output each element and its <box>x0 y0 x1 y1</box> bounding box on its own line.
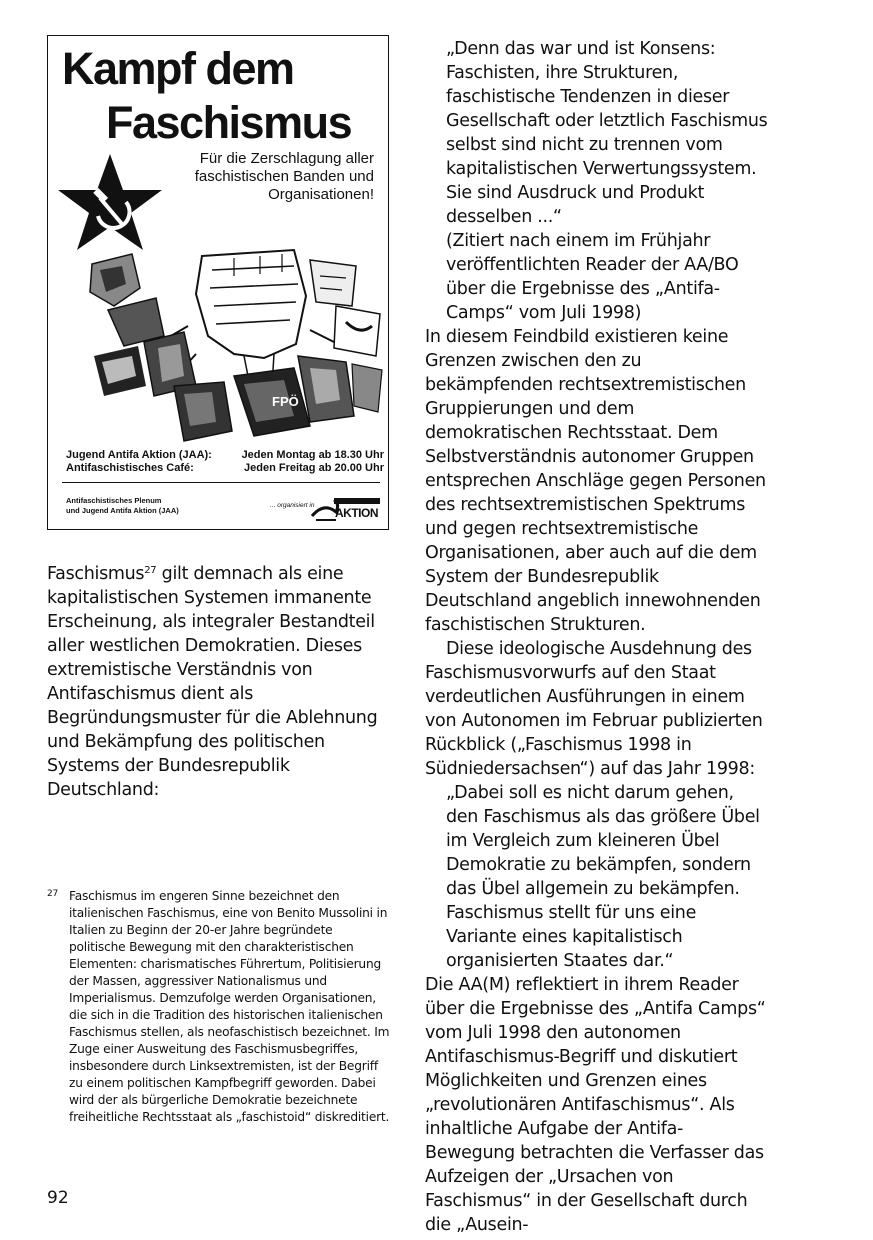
poster-footer <box>66 496 179 516</box>
poster-footer-line2: und Jugend Antifa Aktion (JAA) <box>66 506 179 515</box>
body-paragraph <box>47 562 392 802</box>
poster-schedule <box>66 449 384 475</box>
footnote-number: 27 <box>47 889 59 899</box>
footnote <box>47 888 392 1126</box>
poster-subtitle: Für die Zerschlagung aller faschistischen Banden und Organisationen! <box>194 150 374 203</box>
body-paragraph: Die AA(M) reflektiert in ihrem Reader über die Ergebnisse des „Antifa Camps“ vom Juli 1998 den autonomen Antifaschismus-Begriff und diskutiert Möglichkeiten und Grenzen eines „revolutionären Antifaschismus“. Als inhaltliche Aufgabe der Antifa-Bewegung betrachten die Verfasser das Aufzeigen der „Ursachen von Faschismus“ in der Gesellschaft durch die „Ausein- <box>425 975 766 1235</box>
body-paragraph: In diesem Feindbild existieren keine Grenzen zwischen den zu bekämpfenden rechtsextremistischen Gruppierungen und dem demokratischen Rechtsstaat. Dem Selbstverständnis autonomer Gruppen entsprechen Anschläge gegen Personen des rechtsextremistischen Spektrums und gegen rechtsextremistische Organisationen, aber auch auf die dem System der Bundesrepublik Deutschland angeblich innewohnenden faschistischen Strukturen. <box>425 327 766 635</box>
schedule-group: Jugend Antifa Aktion (JAA): <box>66 449 212 461</box>
schedule-time: Jeden Freitag ab 20.00 Uhr <box>244 462 384 474</box>
left-column-text <box>47 562 392 802</box>
body-text: Faschismus <box>47 564 145 584</box>
fist-smashing-illustration <box>84 236 384 451</box>
schedule-row <box>66 462 384 475</box>
schedule-group: Antifaschistisches Café: <box>66 462 194 474</box>
svg-text:FPÖ: FPÖ <box>272 394 299 409</box>
body-paragraph: Diese ideologische Ausdehnung des Faschismusvorwurfs auf den Staat verdeutlichen Ausführungen in einem von Autonomen im Februar publizierten Rückblick („Faschismus 1998 in Südniedersachsen“) auf das Jahr 1998: <box>425 639 763 779</box>
body-text: gilt demnach als eine kapitalistischen Systemen immanente Erscheinung, als integraler Bestandteil aller westlichen Demokratien. Dieses extremistische Verständnis von Antifaschismus dient als Begründungsmuster für die Ablehnung und Bekämpfung des politischen Systems der Bundesrepublik Deutschland: <box>47 564 378 800</box>
poster-organised-in: ... organisiert in <box>270 502 315 509</box>
poster-divider <box>62 482 380 483</box>
page-number: 92 <box>47 1188 69 1208</box>
footnote-reference: 27 <box>144 565 157 576</box>
poster-logo-text: AKTION <box>335 506 378 520</box>
poster-title-line2: Faschismus <box>106 97 352 148</box>
poster-title-line1: Kampf dem <box>62 43 294 94</box>
schedule-row <box>66 449 384 462</box>
schedule-time: Jeden Montag ab 18.30 Uhr <box>241 449 384 461</box>
right-column-text <box>425 37 770 1237</box>
poster-figure <box>47 35 389 530</box>
quote-source: (Zitiert nach einem im Frühjahr veröffentlichten Reader der AA/BO über die Ergebnisse des „Antifa-Camps“ vom Juli 1998) <box>446 231 739 323</box>
footnote-text: Faschismus im engeren Sinne bezeichnet den italienischen Faschismus, eine von Benito Mussolini in Italien zu Beginn der 20-er Jahre begründete politische Bewegung mit den charakteristischen Elementen: charismatisches Führertum, Politisierung der Massen, aggressiver Nationalismus und Imperialismus. Demzufolge werden Organisationen, die sich in die Tradition des historischen italienischen Faschismus stellen, als neofaschistisch bezeichnet. Im Zuge einer Ausweitung des Faschismusbegriffes, insbesondere durch Linksextremisten, ist der Begriff zu einem politischen Kampfbegriff geworden. Dabei wird der als bürgerliche Demokratie bezeichnete freiheitliche Rechtsstaat als „faschistoid“ diskreditiert. <box>69 889 390 1124</box>
block-quote: „Dabei soll es nicht darum gehen, den Faschismus als das größere Übel im Vergleich zum kleineren Übel Demokratie zu bekämpfen, sondern das Übel allgemein zu bekämpfen. Faschismus stellt für uns eine Variante eines kapitalistisch organisierten Staates dar.“ <box>446 783 760 971</box>
poster-footer-line1: Antifaschistisches Plenum <box>66 496 162 505</box>
block-quote: „Denn das war und ist Konsens: Faschisten, ihre Strukturen, faschistische Tendenzen in dieser Gesellschaft oder letztlich Faschismus selbst sind nicht zu trennen vom kapitalistischen Verwertungssystem. Sie sind Ausdruck und Produkt desselben ...“ <box>446 39 768 227</box>
